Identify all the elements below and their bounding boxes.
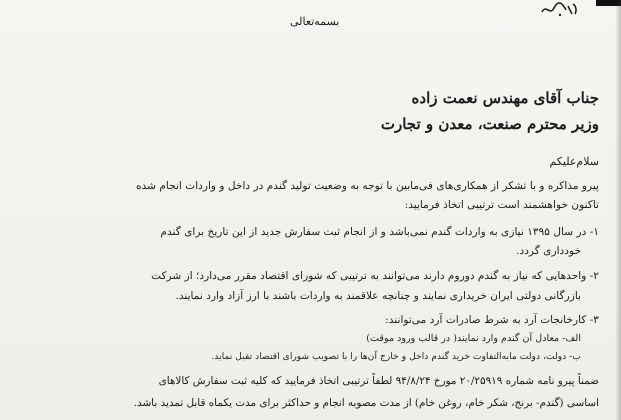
scan-edge-shadow bbox=[615, 0, 621, 420]
recipient-name: جناب آقای مهندس نعمت زاده bbox=[411, 89, 599, 107]
recipient-title: وزیر محترم صنعت، معدن و تجارت bbox=[380, 115, 599, 133]
intro-line-2: تاکنون خواهشمند است ترتیبی اتخاذ فرمایید: bbox=[404, 199, 599, 211]
item-1-line-1: ۱- در سال ۱۳۹۵ نیازی به واردات گندم نمی‌باشد و از انجام ثبت سفارش جدید از این تاریخ برای گندم bbox=[160, 226, 599, 238]
item-1-line-2: خودداری گردد. bbox=[516, 245, 581, 257]
closing-line-1: ضمناً پیرو نامه شماره ۲۰/۲۵۹۱۹ مورخ ۹۴/۸/۲۴ لطفاً ترتیبی اتخاذ فرمایید که کلیه ثبت سفارش کالاهای bbox=[158, 375, 599, 387]
closing-line-2: اساسی (گندم- برنج، شکر خام، روغن خام) از مدت مصوبه انجام و حداکثر برای مدت یکماه قابل تمدید باشد. bbox=[133, 397, 599, 409]
basmala: بسمه‌تعالی bbox=[290, 15, 340, 28]
item-2-line-2: بازرگانی دولتی ایران خریداری نمایند و چنانچه علاقمند به واردات باشند با ارز آزاد وارد نمایند. bbox=[175, 290, 581, 302]
salutation: سلام‌علیکم bbox=[549, 155, 599, 168]
intro-line-1: پیرو مذاکره و با تشکر از همکاری‌های فی‌مابین با توجه به وضعیت تولید گندم در داخل و واردات انجام شده bbox=[136, 180, 599, 192]
handwritten-note-mark bbox=[540, 0, 580, 18]
item-2-line-1: ۲- واحدهایی که نیاز به گندم دوروم دارند می‌توانند به ترتیبی که شورای اقتصاد مقرر می‌دارد؛ از شرکت bbox=[151, 270, 599, 282]
item-3-sub-b: ب- دولت، دولت مابه‌التفاوت خرید گندم داخل و خارج آن‌ها را با تصویب شورای اقتصاد تقبل نماید. bbox=[211, 351, 581, 362]
item-3-line-1: ۳- کارخانجات آرد به شرط صادرات آرد می‌توانند: bbox=[385, 314, 599, 326]
item-3-sub-a: الف- معادل آن گندم وارد نمایند( در قالب ورود موقت) bbox=[366, 333, 581, 344]
